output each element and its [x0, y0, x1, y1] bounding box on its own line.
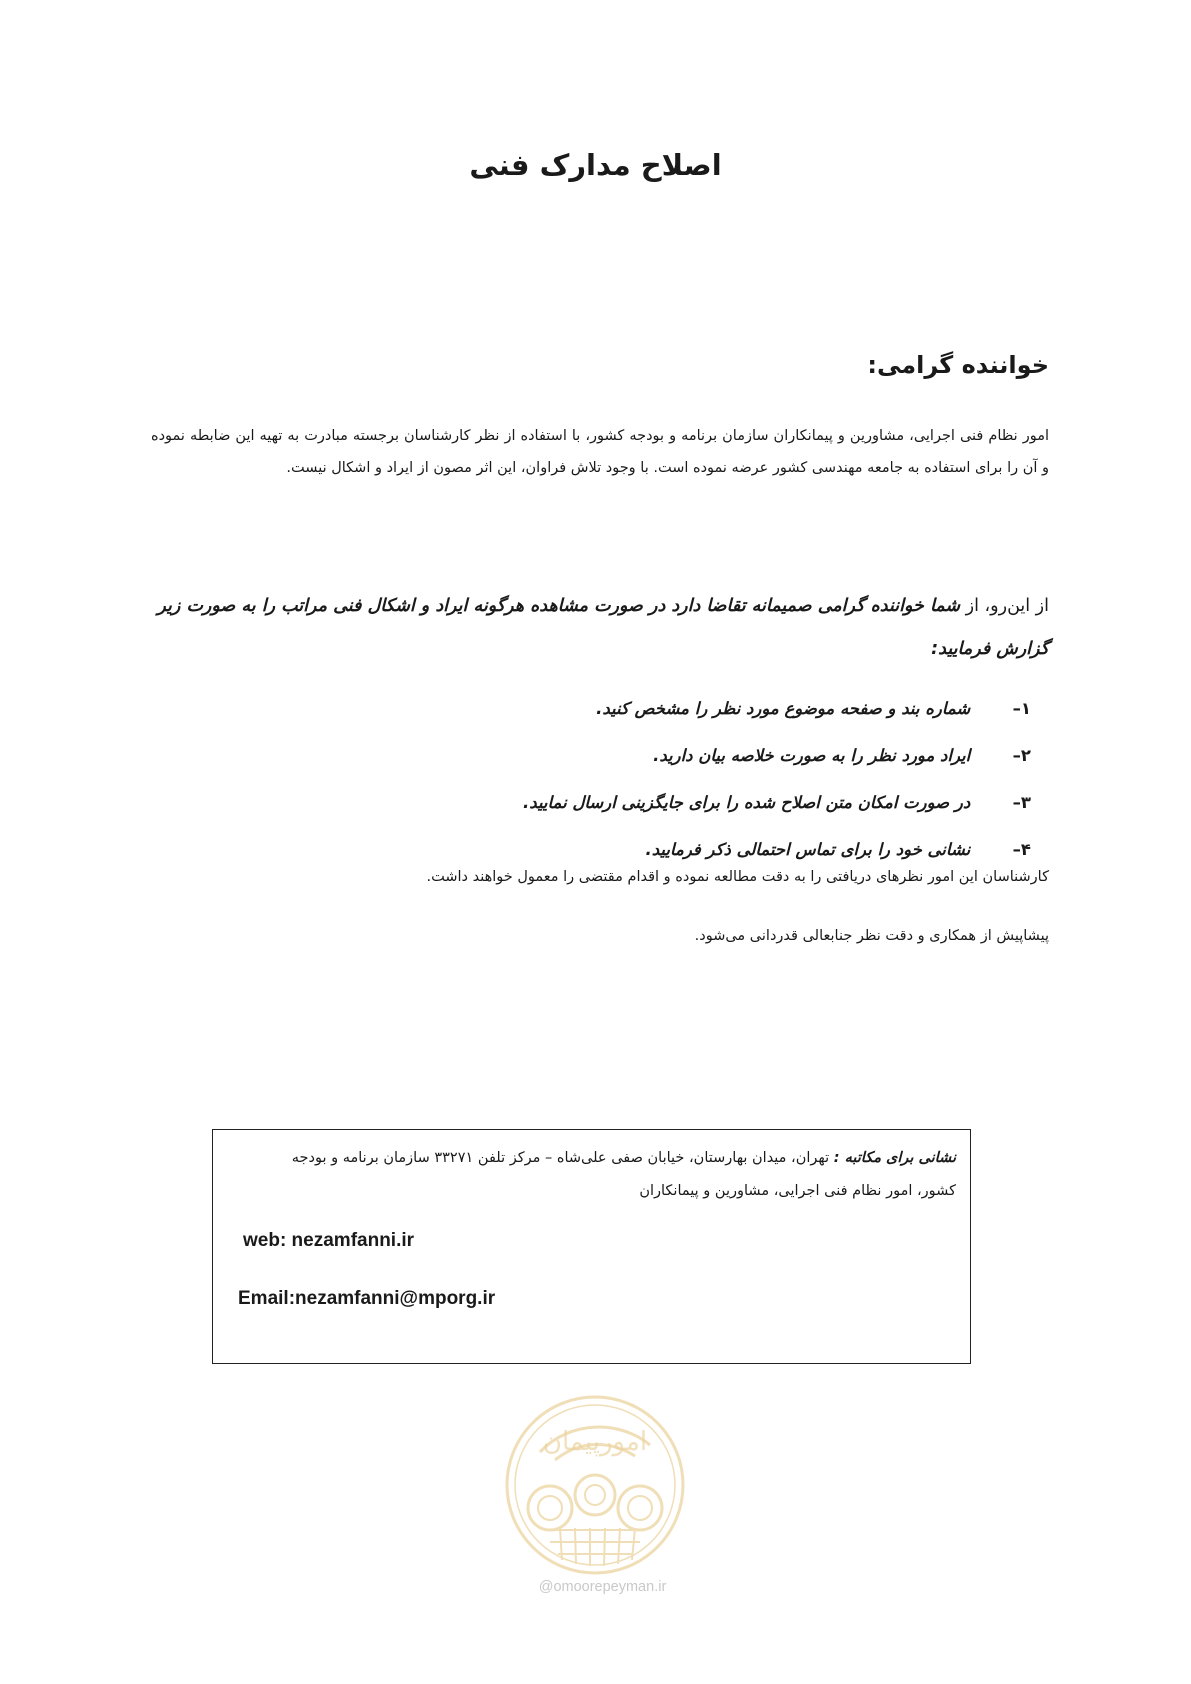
page-title: اصلاح مدارک فنی: [469, 148, 722, 182]
step-text: در صورت امکان متن اصلاح شده را برای جایگزینی ارسال نمایید.: [523, 793, 971, 812]
watermark-url: @omoorepeyman.ir: [538, 1579, 667, 1595]
request-text: شما خواننده گرامی صمیمانه تقاضا دارد در صورت مشاهده هرگونه ایراد و اشکال فنی مراتب را به صورت زیر گزارش فرمایید:: [157, 596, 1049, 659]
greeting-heading: خواننده گرامی:: [867, 351, 1049, 379]
step-number: ۳–: [1012, 793, 1031, 812]
list-item: [331, 826, 1031, 873]
list-item: [331, 685, 1031, 732]
website-link[interactable]: web: nezamfanni.ir: [243, 1230, 415, 1251]
request-lead: از این‌رو، از: [965, 596, 1049, 616]
list-item: [331, 779, 1031, 826]
watermark-logo: [500, 1390, 690, 1580]
list-item: [331, 732, 1031, 779]
mailing-address: [256, 1142, 956, 1208]
address-label: نشانی برای مکاتبه :: [833, 1150, 956, 1166]
review-note: کارشناسان این امور نظرهای دریافتی را به دقت مطالعه نموده و اقدام مقتضی را معمول خواهند داشت.: [426, 869, 1049, 885]
watermark-logo-text: امورپیمان: [542, 1427, 648, 1457]
thanks-note: پیشاپیش از همکاری و دقت نظر جنابعالی قدردانی می‌شود.: [694, 928, 1049, 944]
step-number: ۱–: [1012, 699, 1031, 718]
step-text: ایراد مورد نظر را به صورت خلاصه بیان دارید.: [653, 746, 971, 765]
email-link[interactable]: Email:nezamfanni@mporg.ir: [238, 1288, 496, 1309]
step-text: شماره بند و صفحه موضوع مورد نظر را مشخص کنید.: [596, 699, 971, 718]
step-text: نشانی خود را برای تماس احتمالی ذکر فرمایید.: [645, 840, 971, 859]
contact-box: [212, 1129, 971, 1364]
address-text: تهران، میدان بهارستان، خیابان صفی علی‌شاه – مرکز تلفن ۳۳۲۷۱ سازمان برنامه و بودجه کشور، امور نظام فنی اجرایی، مشاورین و پیمانکاران: [291, 1150, 956, 1199]
intro-paragraph: امور نظام فنی اجرایی، مشاورین و پیمانکاران سازمان برنامه و بودجه کشور، با استفاده از نظر کارشناسان برجسته مبادرت به تهیه این ضابطه نموده و آن را برای استفاده به جامعه مهندسی کشور عرضه نموده است. با وجود تلاش فراوان، این اثر مصون از ایراد و اشکال نیست.: [151, 428, 1049, 476]
step-number: ۴–: [1012, 840, 1031, 859]
steps-list: [331, 685, 1031, 873]
step-number: ۲–: [1012, 746, 1031, 765]
request-paragraph: [151, 585, 1049, 671]
